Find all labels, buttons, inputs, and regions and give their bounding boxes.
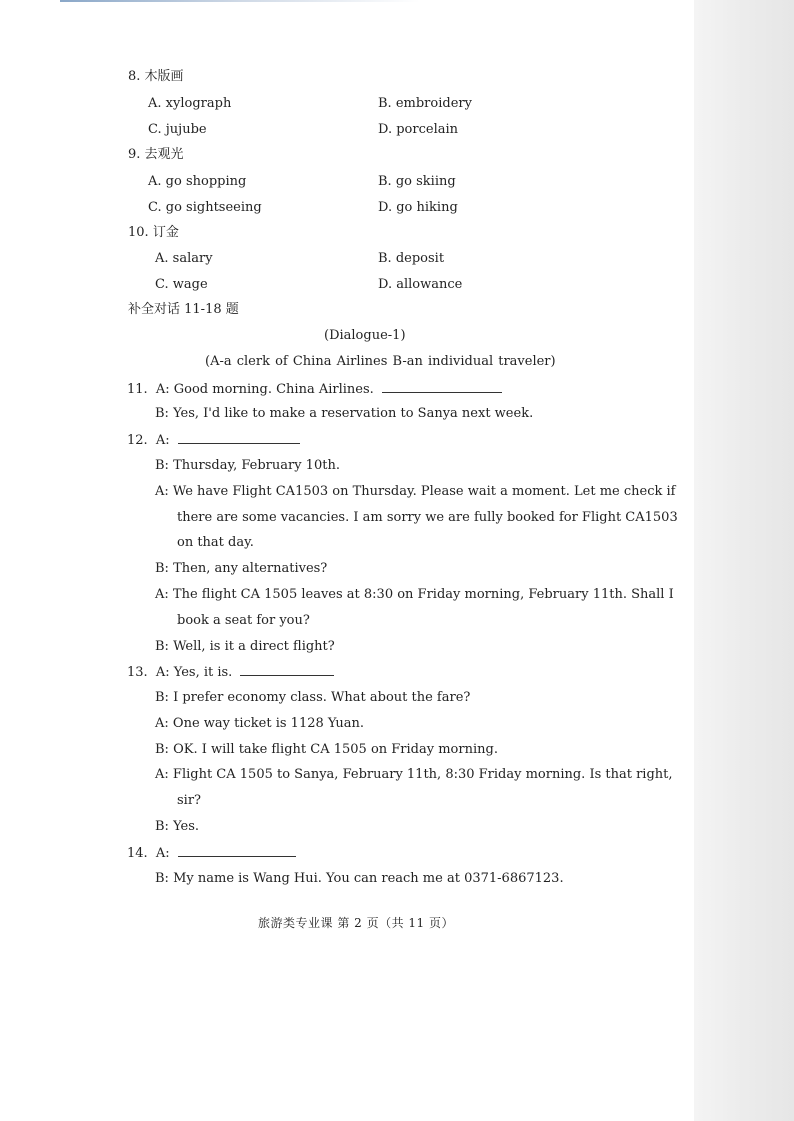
question-term: 订金 xyxy=(152,225,179,240)
dialogue-line: B: OK. I will take flight CA 1505 on Friday morning. xyxy=(155,742,498,757)
question-9 xyxy=(128,146,184,164)
dialogue-line: B: Yes. xyxy=(155,819,200,834)
dialogue-line: B: Thursday, February 10th. xyxy=(155,458,340,473)
dialogue-line-continuation: book a seat for you? xyxy=(177,613,310,628)
dialogue-line-continuation: on that day. xyxy=(177,535,254,550)
dialogue-roles: (A-a clerk of China Airlines B-an individual traveler) xyxy=(205,354,556,369)
dialogue-line-continuation: there are some vacancies. I am sorry we are fully booked for Flight CA1503 xyxy=(177,510,678,525)
scan-edge-shadow xyxy=(694,0,794,1121)
option-10a: A. salary xyxy=(155,251,213,266)
option-8a: A. xylograph xyxy=(148,96,232,111)
question-number: 8. xyxy=(128,69,141,84)
answer-blank[interactable] xyxy=(382,380,502,393)
option-9b: B. go skiing xyxy=(378,174,456,189)
question-term: 去观光 xyxy=(144,147,184,162)
question-12: 12. A: xyxy=(127,431,300,450)
option-8d: D. porcelain xyxy=(378,122,459,137)
dialogue-line: B: My name is Wang Hui. You can reach me at 0371-6867123. xyxy=(155,871,564,886)
option-9d: D. go hiking xyxy=(378,200,458,215)
answer-blank[interactable] xyxy=(178,844,296,857)
answer-blank[interactable] xyxy=(178,431,300,444)
dialogue-line: A: Flight CA 1505 to Sanya, February 11th, 8:30 Friday morning. Is that right, xyxy=(155,767,673,782)
option-8b: B. embroidery xyxy=(378,96,472,111)
scan-top-line xyxy=(60,0,420,2)
page-footer: 旅游类专业课 第 2 页（共 11 页） xyxy=(258,916,454,930)
dialogue-line: B: Yes, I'd like to make a reservation to Sanya next week. xyxy=(155,406,534,421)
option-10b: B. deposit xyxy=(378,251,445,266)
dialogue-line: B: Then, any alternatives? xyxy=(155,561,328,576)
section-title: 补全对话 11-18 题 xyxy=(128,302,239,317)
question-14: 14. A: xyxy=(127,844,296,863)
option-9a: A. go shopping xyxy=(148,174,247,189)
question-8 xyxy=(128,68,184,86)
dialogue-title: (Dialogue-1) xyxy=(324,328,406,343)
question-10 xyxy=(128,224,179,242)
question-term: 木版画 xyxy=(144,69,184,84)
answer-blank[interactable] xyxy=(240,663,334,676)
dialogue-line: B: Well, is it a direct flight? xyxy=(155,639,335,654)
question-number: 10. xyxy=(128,225,149,240)
option-10d: D. allowance xyxy=(378,277,463,292)
dialogue-line: A: We have Flight CA1503 on Thursday. Please wait a moment. Let me check if xyxy=(155,484,676,499)
dialogue-line: B: I prefer economy class. What about the fare? xyxy=(155,690,471,705)
option-10c: C. wage xyxy=(155,277,208,292)
dialogue-line-continuation: sir? xyxy=(177,793,202,808)
dialogue-line: A: The flight CA 1505 leaves at 8:30 on Friday morning, February 11th. Shall I xyxy=(155,587,674,602)
question-13: 13. A: Yes, it is. xyxy=(127,663,334,682)
question-number: 9. xyxy=(128,147,141,162)
question-11: 11. A: Good morning. China Airlines. xyxy=(127,380,502,399)
dialogue-line: A: One way ticket is 1128 Yuan. xyxy=(155,716,364,731)
option-8c: C. jujube xyxy=(148,122,207,137)
option-9c: C. go sightseeing xyxy=(148,200,262,215)
